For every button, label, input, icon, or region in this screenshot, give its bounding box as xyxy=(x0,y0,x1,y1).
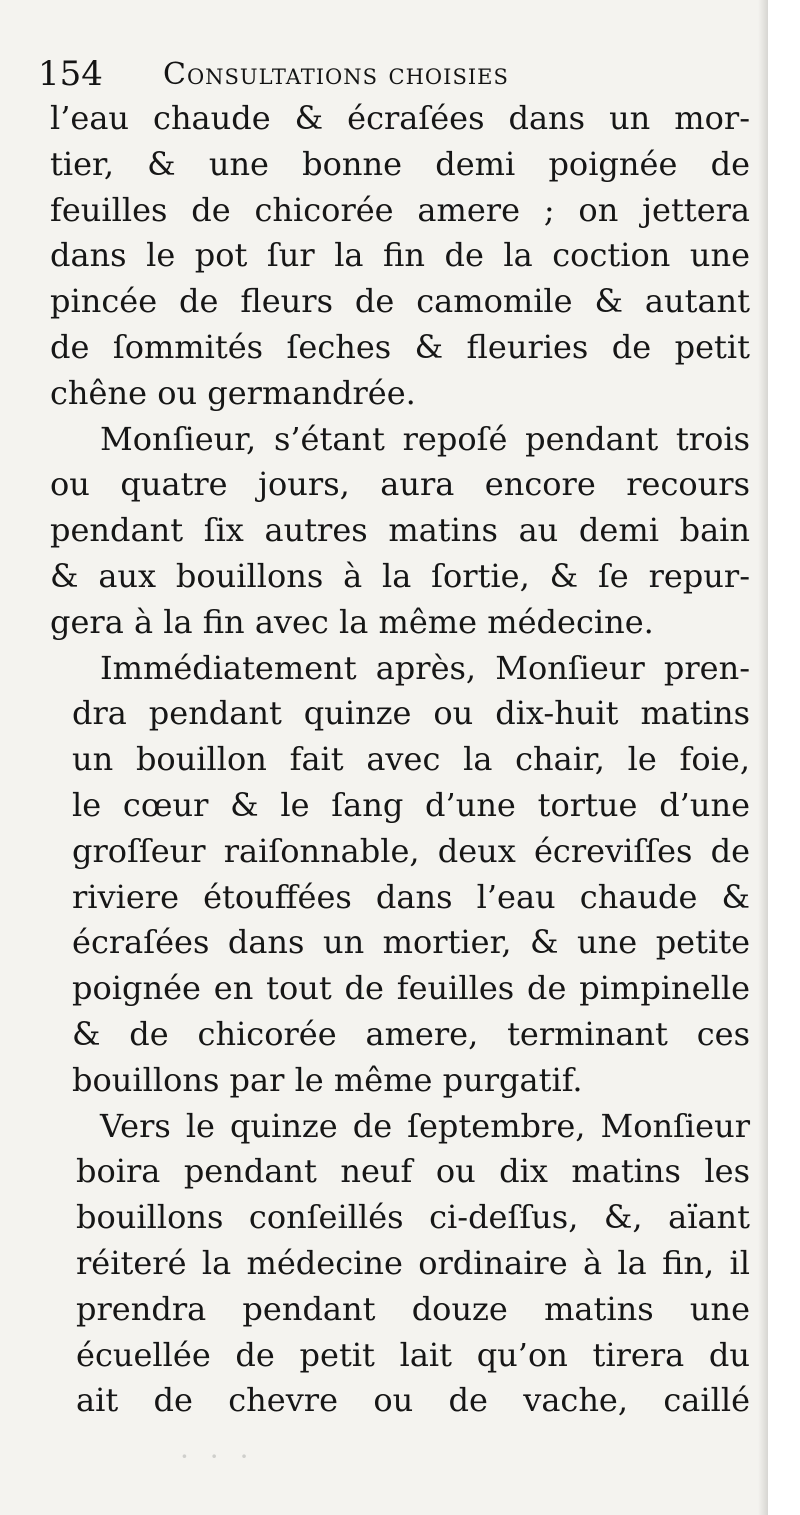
text-line: de ſommités ſeches & fleuries de petit xyxy=(50,327,750,366)
text-line: bouillons par le même purgatif. xyxy=(72,1060,583,1099)
body-text xyxy=(50,96,750,1424)
page-number: 154 xyxy=(38,54,103,94)
paragraph-start-line: Vers le quinze de ſeptembre, Monſieur xyxy=(100,1106,750,1145)
text-line: prendra pendant douze matins une xyxy=(76,1289,750,1328)
text-line: feuilles de chicorée amere ; on jettera xyxy=(50,190,750,229)
text-line: dans le pot ſur la fin de la coction une xyxy=(50,236,750,275)
paragraph-start-line: Monſieur, s’étant repoſé pendant trois xyxy=(100,419,750,458)
text-line: pincée de fleurs de camomile & autant xyxy=(50,282,750,321)
text-line: groſſeur raiſonnable, deux écreviſſes de xyxy=(72,831,750,870)
text-line: poignée en tout de feuilles de pimpinelle xyxy=(72,969,750,1008)
text-line: ou quatre jours, aura encore recours xyxy=(50,465,750,504)
text-line: boira pendant neuf ou dix matins les xyxy=(76,1152,750,1191)
text-line: tier, & une bonne demi poignée de xyxy=(50,144,750,183)
text-line: le cœur & le ſang d’une tortue d’une xyxy=(72,785,750,824)
paragraph-start-line: Immédiatement après, Monſieur pren- xyxy=(100,648,750,687)
text-line: écuellée de petit lait qu’on tirera du xyxy=(76,1335,750,1374)
text-line: riviere étouffées dans l’eau chaude & xyxy=(72,877,750,916)
text-line: & aux bouillons à la ſortie, & ſe repur- xyxy=(50,556,750,595)
text-line: écraſées dans un mortier, & une petite xyxy=(72,923,750,962)
text-line: gera à la fin avec la même médecine. xyxy=(50,602,654,641)
text-line: chêne ou germandrée. xyxy=(50,373,416,412)
running-head: Consultations choisies xyxy=(163,57,509,92)
text-line: & de chicorée amere, terminant ces xyxy=(72,1014,750,1053)
text-line: bouillons conſeillés ci-deſſus, &, aïant xyxy=(76,1198,750,1237)
text-line: l’eau chaude & écraſées dans un mor- xyxy=(50,99,750,137)
text-line: dra pendant quinze ou dix-huit matins xyxy=(72,694,750,733)
text-line: réiteré la médecine ordinaire à la fin, il xyxy=(76,1243,750,1282)
text-line: ait de chevre ou de vache, caillé xyxy=(76,1381,750,1420)
show-through-texture: · · · xyxy=(180,1440,255,1473)
text-line: un bouillon fait avec la chair, le foie, xyxy=(72,740,750,779)
page-header xyxy=(38,50,738,94)
text-line: pendant ſix autres matins au demi bain xyxy=(50,511,750,550)
